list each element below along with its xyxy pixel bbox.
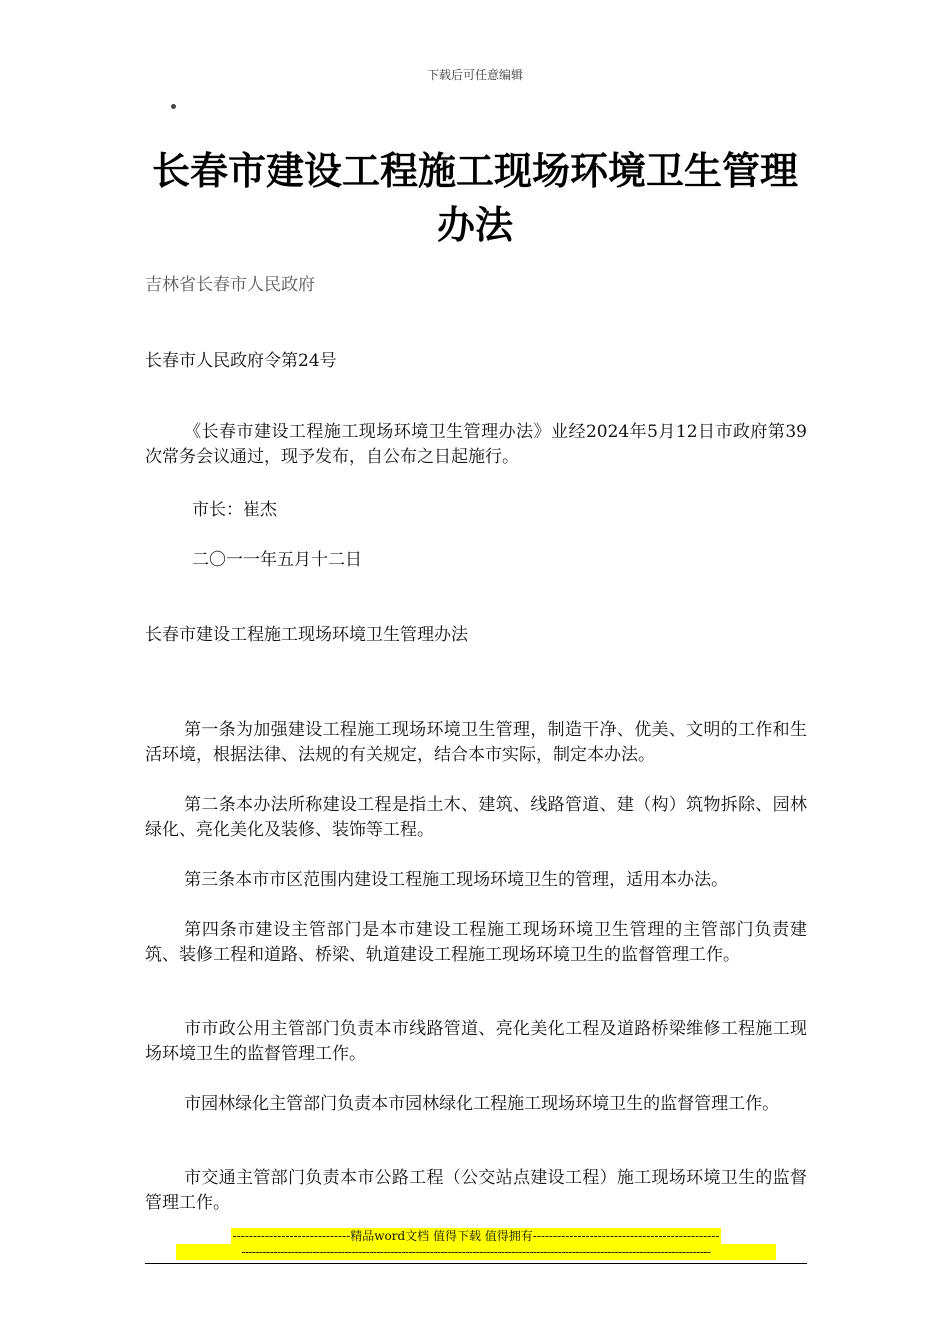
bullet-dot (171, 104, 176, 109)
article-paragraph: 市市政公用主管部门负责本市线路管道、亮化美化工程及道路桥梁维修工程施工现场环境卫生的监督管理工作。 (145, 1019, 807, 1064)
article-paragraph: 第一条为加强建设工程施工现场环境卫生管理，制造干净、优美、文明的工作和生活环境，根据法律、法规的有关规定，结合本市实际，制定本办法。 (145, 720, 807, 765)
footer-banner (176, 1228, 776, 1260)
footer-rule (145, 1263, 807, 1264)
issue-date: 二〇一一年五月十二日 (192, 550, 362, 570)
mayor-signature: 市长：崔杰 (192, 500, 277, 520)
article-paragraph: 市交通主管部门负责本市公路工程（公交站点建设工程）施工现场环境卫生的监督管理工作。 (145, 1168, 807, 1213)
article-paragraph: 第三条本市市区范围内建设工程施工现场环境卫生的管理，适用本办法。 (184, 870, 729, 890)
document-title: 长春市建设工程施工现场环境卫生管理办法 (151, 148, 798, 247)
header-note: 下载后可任意编辑 (426, 68, 523, 82)
order-number: 长春市人民政府令第24号 (145, 351, 337, 371)
issuer: 吉林省长春市人民政府 (145, 275, 315, 295)
sub-title: 长春市建设工程施工现场环境卫生管理办法 (145, 625, 468, 645)
footer-line-2: ------------------------------------------------------------------------------------------------------------------------------------ (176, 1244, 776, 1260)
footer-line-1: -----------------------------精品word文档 值得下载 值得拥有---------------------------------------------- (232, 1229, 720, 1243)
article-paragraph: 第二条本办法所称建设工程是指土木、建筑、线路管道、建（构）筑物拆除、园林绿化、亮化美化及装修、装饰等工程。 (145, 795, 807, 840)
article-paragraph: 市园林绿化主管部门负责本市园林绿化工程施工现场环境卫生的监督管理工作。 (184, 1094, 780, 1114)
article-paragraph: 第四条市建设主管部门是本市建设工程施工现场环境卫生管理的主管部门负责建筑、装修工程和道路、桥梁、轨道建设工程施工现场环境卫生的监督管理工作。 (145, 920, 807, 965)
promulgation-paragraph: 《长春市建设工程施工现场环境卫生管理办法》业经2024年5月12日市政府第39次常务会议通过，现予发布，自公布之日起施行。 (145, 422, 807, 467)
